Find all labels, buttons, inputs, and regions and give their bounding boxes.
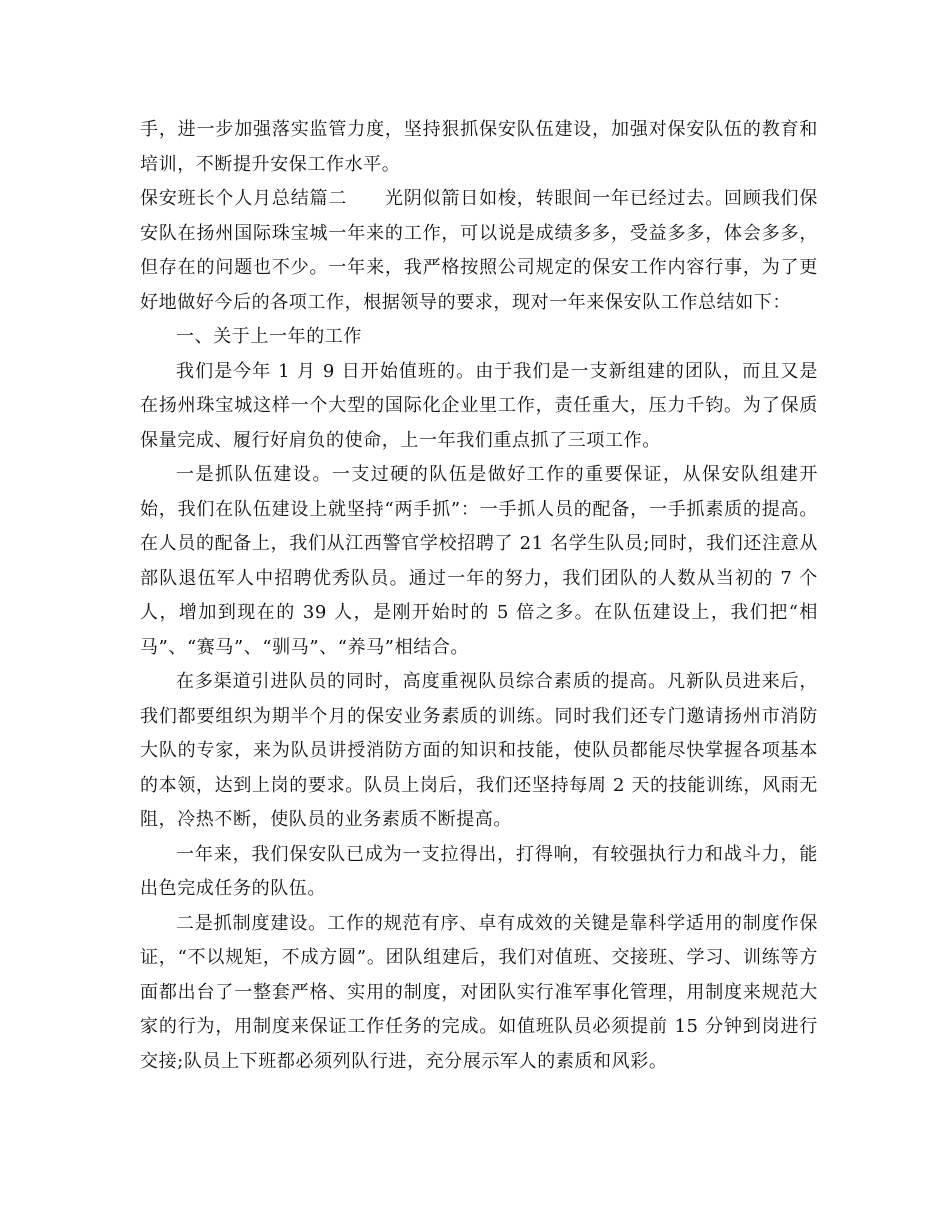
paragraph-7: 一年来，我们保安队已成为一支拉得出，打得响，有较强执行力和战斗力，能出色完成任务的队伍。 [140,843,818,899]
paragraph-6: 在多渠道引进队员的同时，高度重视队员综合素质的提高。凡新队员进来后，我们都要组织为期半个月的保安业务素质的训练。同时我们还专门邀请扬州市消防大队的专家，来为队员讲授消防方面的知识和技能，使队员都能尽快掌握各项基本的本领，达到上岗的要求。队员上岗后，我们还坚持每周 2 天的技能训练，风雨无阻，冷热不断，使队员的业务素质不断提高。 [140,671,818,830]
paragraph-5: 一是抓队伍建设。一支过硬的队伍是做好工作的重要保证，从保安队组建开始，我们在队伍建设上就坚持“两手抓”：一手抓人员的配备，一手抓素质的提高。在人员的配备上，我们从江西警官学校招聘了 21 名学生队员;同时，我们还注意从部队退伍军人中招聘优秀队员。通过一年的努力，我们团队的人数从当初的 7 个人，增加到现在的 39 人，是刚开始时的 5 倍之多。在队伍建设上，我们把“相马”、“赛马”、“驯马”、“养马”相结合。 [140,464,818,658]
paragraph-8: 二是抓制度建设。工作的规范有序、卓有成效的关键是靠科学适用的制度作保证，“不以规矩，不成方圆”。团队组建后，我们对值班、交接班、学习、训练等方面都出台了一整套严格、实用的制度，对团队实行准军事化管理，用制度来规范大家的行为，用制度来保证工作任务的完成。如值班队员必须提前 15 分钟到岗进行交接;队员上下班都必须列队行进，充分展示军人的素质和风彩。 [140,912,818,1072]
document-body [140,113,818,1079]
paragraph-4: 我们是今年 1 月 9 日开始值班的。由于我们是一支新组建的团队，而且又是在扬州珠宝城这样一个大型的国际化企业里工作，责任重大，压力千钧。为了保质保量完成、履行好肩负的使命，上一年我们重点抓了三项工作。 [140,360,818,451]
paragraph-2: 保安班长个人月总结篇二 光阴似箭日如梭，转眼间一年已经过去。回顾我们保安队在扬州国际珠宝城一年来的工作，可以说是成绩多多，受益多多，体会多多，但存在的问题也不少。一年来，我严格按照公司规定的保安工作内容行事，为了更好地做好今后的各项工作，根据领导的要求，现对一年来保安队工作总结如下： [140,188,818,313]
paragraph-1: 手，进一步加强落实监管力度，坚持狠抓保安队伍建设，加强对保安队伍的教育和培训，不断提升安保工作水平。 [140,119,818,175]
section-heading: 一、关于上一年的工作 [176,326,362,347]
